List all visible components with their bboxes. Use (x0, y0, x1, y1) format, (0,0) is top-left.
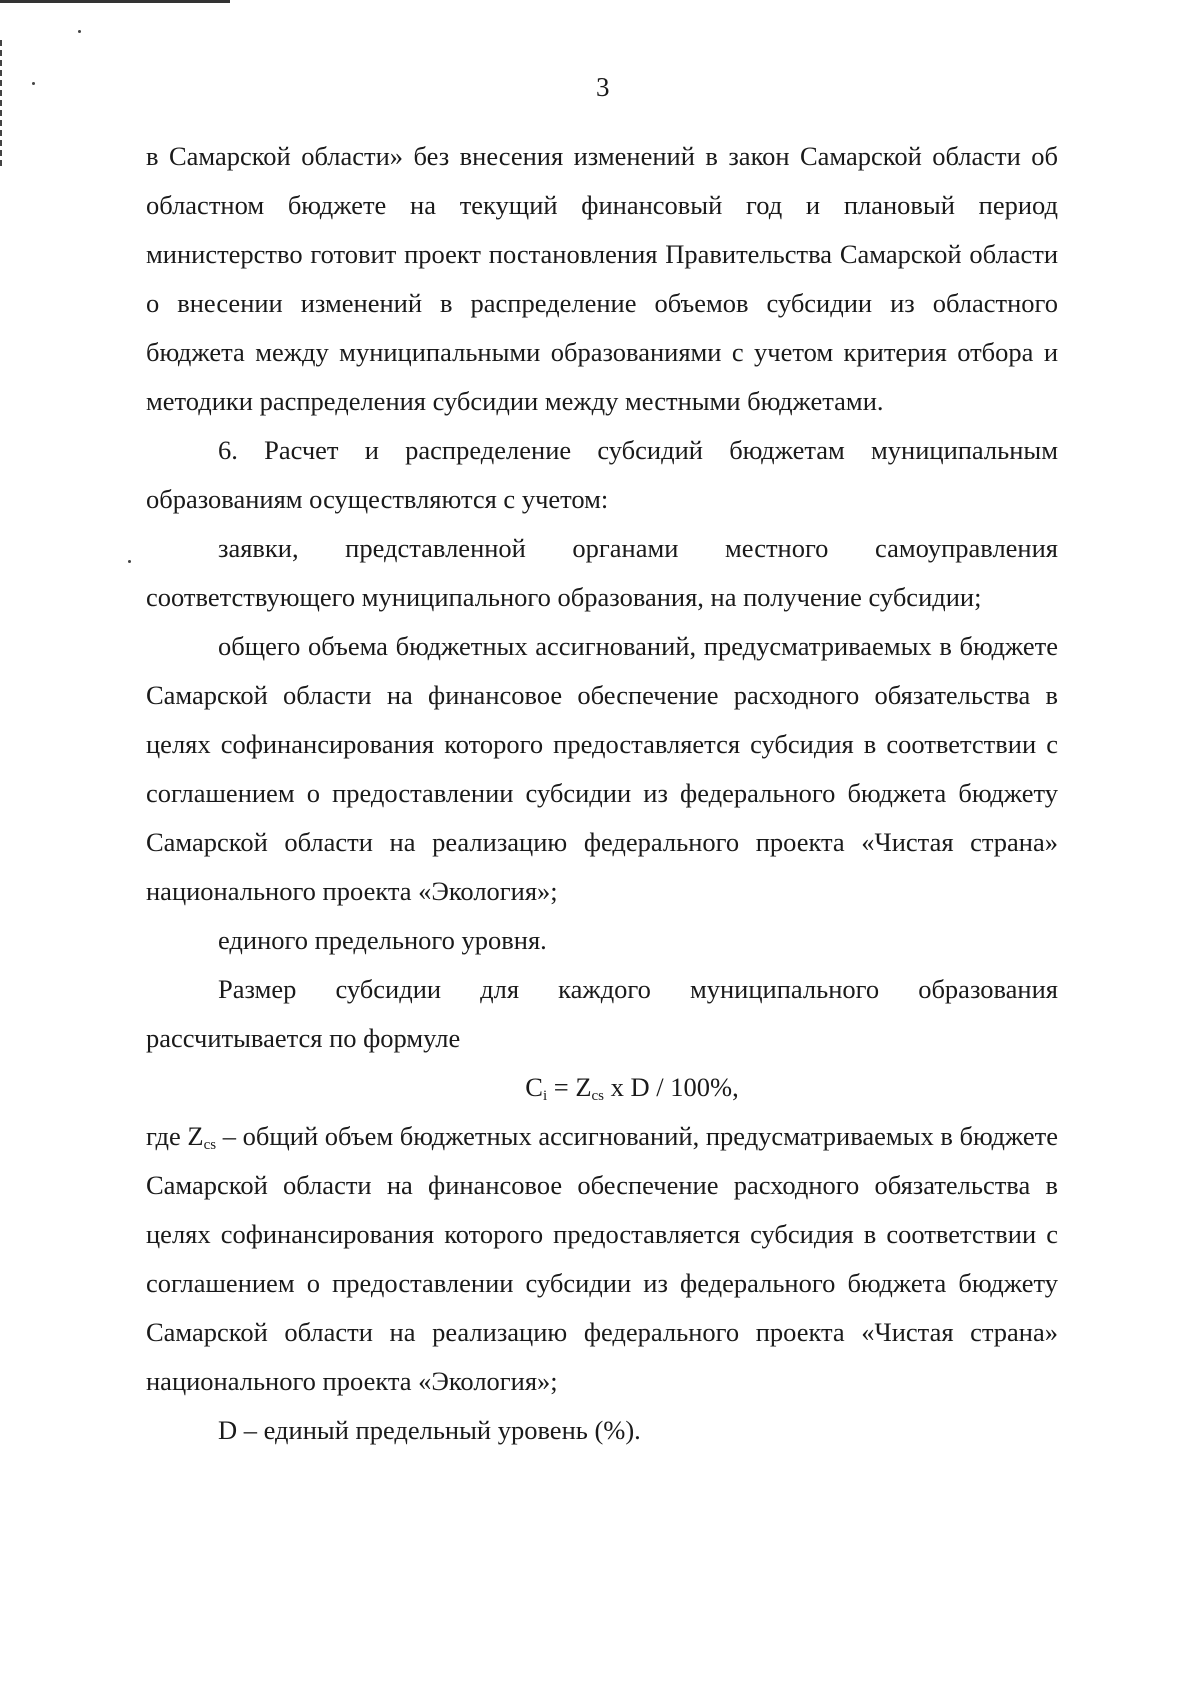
subsidy-formula (146, 1063, 1058, 1112)
formula-z: Z (575, 1072, 592, 1102)
paragraph-item-6: 6. Расчет и распределение субсидий бюджетам муниципальным образованиям осуществляются с учетом: (146, 435, 1058, 514)
scan-speck (78, 30, 81, 33)
formula-equals: = (547, 1072, 576, 1102)
scan-artifact-line (0, 0, 230, 3)
formula-c: C (525, 1072, 543, 1102)
paragraph-criterion-budget: общего объема бюджетных ассигнований, предусматриваемых в бюджете Самарской области на финансовое обеспечение расходного обязательства в целях софинансирования которого предоставляется субсидия в соответствии с соглашением о предоставлении субсидии из федерального бюджета бюджету Самарской области на реализацию федерального проекта «Чистая страна» национального проекта «Экология»; (146, 631, 1058, 906)
definition-z (146, 1112, 1058, 1406)
paragraph-subsidy-size: Размер субсидии для каждого муниципального образования рассчитывается по формуле (146, 974, 1058, 1053)
formula-rest: x D / 100%, (604, 1072, 739, 1102)
document-body (146, 132, 1058, 1455)
definition-z-text: – общий объем бюджетных ассигнований, предусматриваемых в бюджете Самарской области на финансовое обеспечение расходного обязательства в целях софинансирования которого предоставляется субсидия в соответствии с соглашением о предоставлении субсидии из федерального бюджета бюджету Самарской области на реализацию федерального проекта «Чистая страна» национального проекта «Экология»; (146, 1121, 1058, 1396)
scan-speck (32, 82, 35, 85)
definition-d: D – единый предельный уровень (%). (218, 1415, 641, 1445)
page-number: 3 (596, 72, 610, 102)
paragraph-criterion-application: заявки, представленной органами местного самоуправления соответствующего муниципального образования, на получение субсидии; (146, 533, 1058, 612)
formula-z-subscript: cs (591, 1088, 605, 1104)
paragraph-continuation: в Самарской области» без внесения изменений в закон Самарской области об областном бюджете на текущий финансовый год и плановый период министерство готовит проект постановления Правительства Самарской области о внесении изменений в распределение объемов субсидии из областного бюджета между муниципальными образованиями с учетом критерия отбора и методики распределения субсидии между местными бюджетами. (146, 141, 1058, 416)
scan-artifact-edge (0, 40, 2, 170)
scan-speck (128, 560, 131, 563)
paragraph-criterion-level: единого предельного уровня. (218, 925, 547, 955)
formula-c-subscript: i (542, 1088, 548, 1104)
definition-z-subscript: cs (203, 1137, 217, 1153)
definition-z-prefix: где Z (146, 1121, 204, 1151)
